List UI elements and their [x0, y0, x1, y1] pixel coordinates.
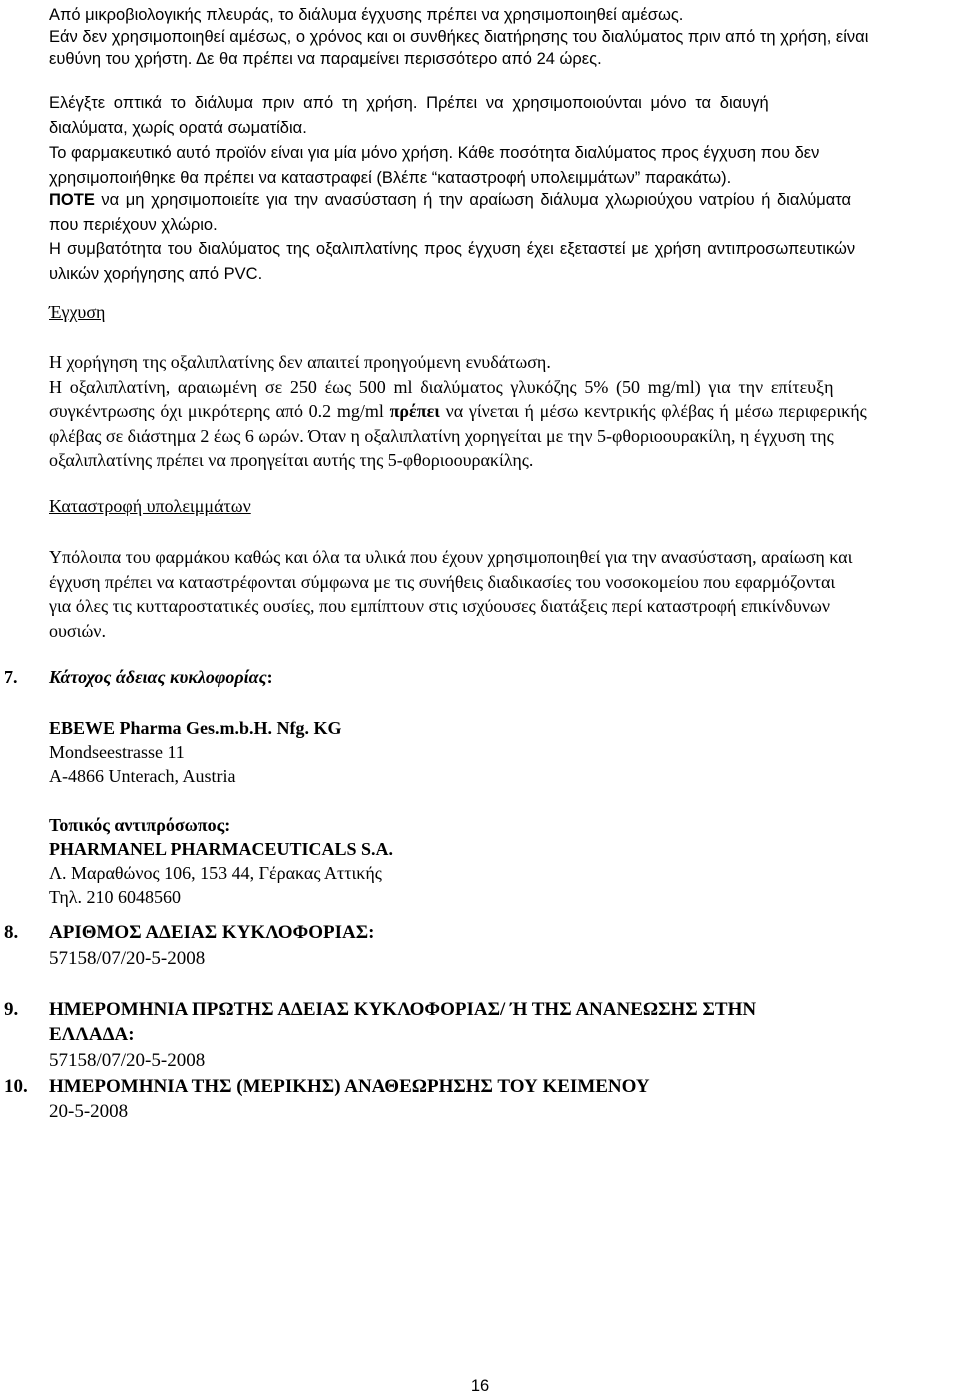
local-rep-name: PHARMANEL PHARMACEUTICALS S.A.: [49, 839, 394, 859]
text-line: χρησιμοποιήθηκε θα πρέπει να καταστραφεί (Βλέπε “καταστροφή υπολειμμάτων” παρακάτω).: [49, 169, 732, 187]
infusion-heading: Έγχυση: [49, 302, 106, 322]
never-paragraph: [49, 188, 955, 238]
must-emphasis: πρέπει: [389, 401, 440, 421]
compatibility-paragraph: [49, 237, 955, 287]
text-line: να μη χρησιμοποιείτε για την ανασύσταση ή την αραίωση διάλυμα χλωριούχου νατρίου ή διαλύματα: [94, 191, 852, 209]
text-line: να γίνεται ή μέσω κεντρικής φλέβας ή μέσω περιφερικής: [439, 401, 867, 421]
text-line: ουσιών.: [49, 620, 106, 641]
text-line: συγκέντρωσης όχι μικρότερης από 0.2 mg/ml: [49, 401, 390, 421]
section-title: ΗΜΕΡΟΜΗΝΙΑ ΠΡΩΤΗΣ ΑΔΕΙΑΣ ΚΥΚΛΟΦΟΡΙΑΣ/ Ή ΤΗΣ ΑΝΑΝΕΩΣΗΣ ΣΤΗΝ: [49, 999, 757, 1020]
text-line: Υπόλοιπα του φαρμάκου καθώς και όλα τα υλικά που έχουν χρησιμοποιηθεί για την ανασύσταση, αραίωση και: [49, 547, 853, 567]
text-line: Ελέγξτε οπτικά το διάλυμα πριν από τη χρήση. Πρέπει να χρησιμοποιούνται μόνο τα διαυγή: [49, 94, 769, 112]
inspection-paragraph: [49, 91, 955, 191]
section-title: Κάτοχος άδειας κυκλοφορίας:: [49, 667, 273, 687]
infusion-paragraph: [49, 350, 955, 473]
mah-city: A-4866 Unterach, Austria: [49, 766, 236, 786]
text-line: Από μικροβιολογικής πλευράς, το διάλυμα έγχυσης πρέπει να χρησιμοποιηθεί αμέσως.: [49, 6, 684, 24]
text-line: φλέβας σε διάστημα 2 έως 6 ωρών. Όταν η οξαλιπλατίνη χορηγείται με την 5-φθοριοουρακίλη, η έγχυση της: [49, 425, 834, 446]
text-line: Η οξαλιπλατίνη, αραιωμένη σε 250 έως 500 ml διαλύματος γλυκόζης 5% (50 mg/ml) για την επίτευξη: [49, 376, 834, 397]
section-title: ΑΡΙΘΜΟΣ ΑΔΕΙΑΣ ΚΥΚΛΟΦΟΡΙΑΣ:: [49, 922, 375, 943]
text-line: Εάν δεν χρησιμοποιηθεί αμέσως, ο χρόνος και οι συνθήκες διατήρησης του διαλύματος πριν από τη χρήση, είναι: [49, 28, 869, 46]
text-line: Η χορήγηση της οξαλιπλατίνης δεν απαιτεί προηγούμενη ενυδάτωση.: [49, 352, 551, 372]
disposal-paragraph: [49, 545, 955, 643]
text-line: Το φαρμακευτικό αυτό προϊόν είναι για μία μόνο χρήση. Κάθε ποσότητα διαλύματος προς έγχυση που δεν: [49, 144, 820, 162]
local-rep-phone: Τηλ. 210 6048560: [49, 887, 181, 907]
text-line: που περιέχουν χλώριο.: [49, 216, 218, 234]
first-authorisation-value: 57158/07/20-5-2008: [49, 1050, 206, 1071]
text-line: Η συμβατότητα του διαλύματος της οξαλιπλατίνης προς έγχυση έχει εξεταστεί με χρήση αντιπροσωπευτικών: [49, 240, 856, 258]
license-number: 57158/07/20-5-2008: [49, 948, 206, 969]
local-rep-address: Λ. Μαραθώνος 106, 153 44, Γέρακας Αττικής: [49, 863, 382, 883]
disposal-heading: Καταστροφή υπολειμμάτων: [49, 496, 251, 516]
text-line: ευθύνη του χρήστη. Δε θα πρέπει να παραμείνει περισσότερο από 24 ώρες.: [49, 50, 602, 68]
revision-date: 20-5-2008: [49, 1101, 129, 1122]
section-title-cont: ΕΛΛΑΔΑ:: [49, 1024, 135, 1045]
text-line: υλικών χορήγησης από PVC.: [49, 265, 263, 283]
never-emphasis: ΠΟΤΕ: [49, 191, 95, 209]
mah-street: Mondseestrasse 11: [49, 742, 185, 762]
section-number: 9.: [4, 999, 19, 1020]
mah-company: EBEWE Pharma Ges.m.b.H. Nfg. KG: [49, 718, 342, 738]
section-number: 8.: [4, 922, 19, 943]
text-line: οξαλιπλατίνης πρέπει να προηγείται αυτής της 5-φθοριοουρακίλης.: [49, 450, 534, 470]
text-line: για όλες τις κυτταροστατικές ουσίες, που εμπίπτουν στις ισχύουσες διατάξεις περί καταστροφή επικίνδυνων: [49, 596, 830, 616]
storage-paragraph: [49, 4, 955, 70]
text-line: έγχυση πρέπει να καταστρέφονται σύμφωνα με τις συνήθεις διαδικασίες του νοσοκομείου που εφαρμόζονται: [49, 571, 836, 592]
page-number: 16: [470, 1377, 490, 1395]
section-number: 10.: [4, 1076, 28, 1097]
local-rep-label: Τοπικός αντιπρόσωπος:: [49, 815, 231, 835]
section-title: ΗΜΕΡΟΜΗΝΙΑ ΤΗΣ (ΜΕΡΙΚΗΣ) ΑΝΑΘΕΩΡΗΣΗΣ ΤΟΥ ΚΕΙΜΕΝΟΥ: [49, 1076, 650, 1097]
section-number: 7.: [4, 667, 18, 687]
text-line: διαλύματα, χωρίς ορατά σωματίδια.: [49, 119, 307, 137]
